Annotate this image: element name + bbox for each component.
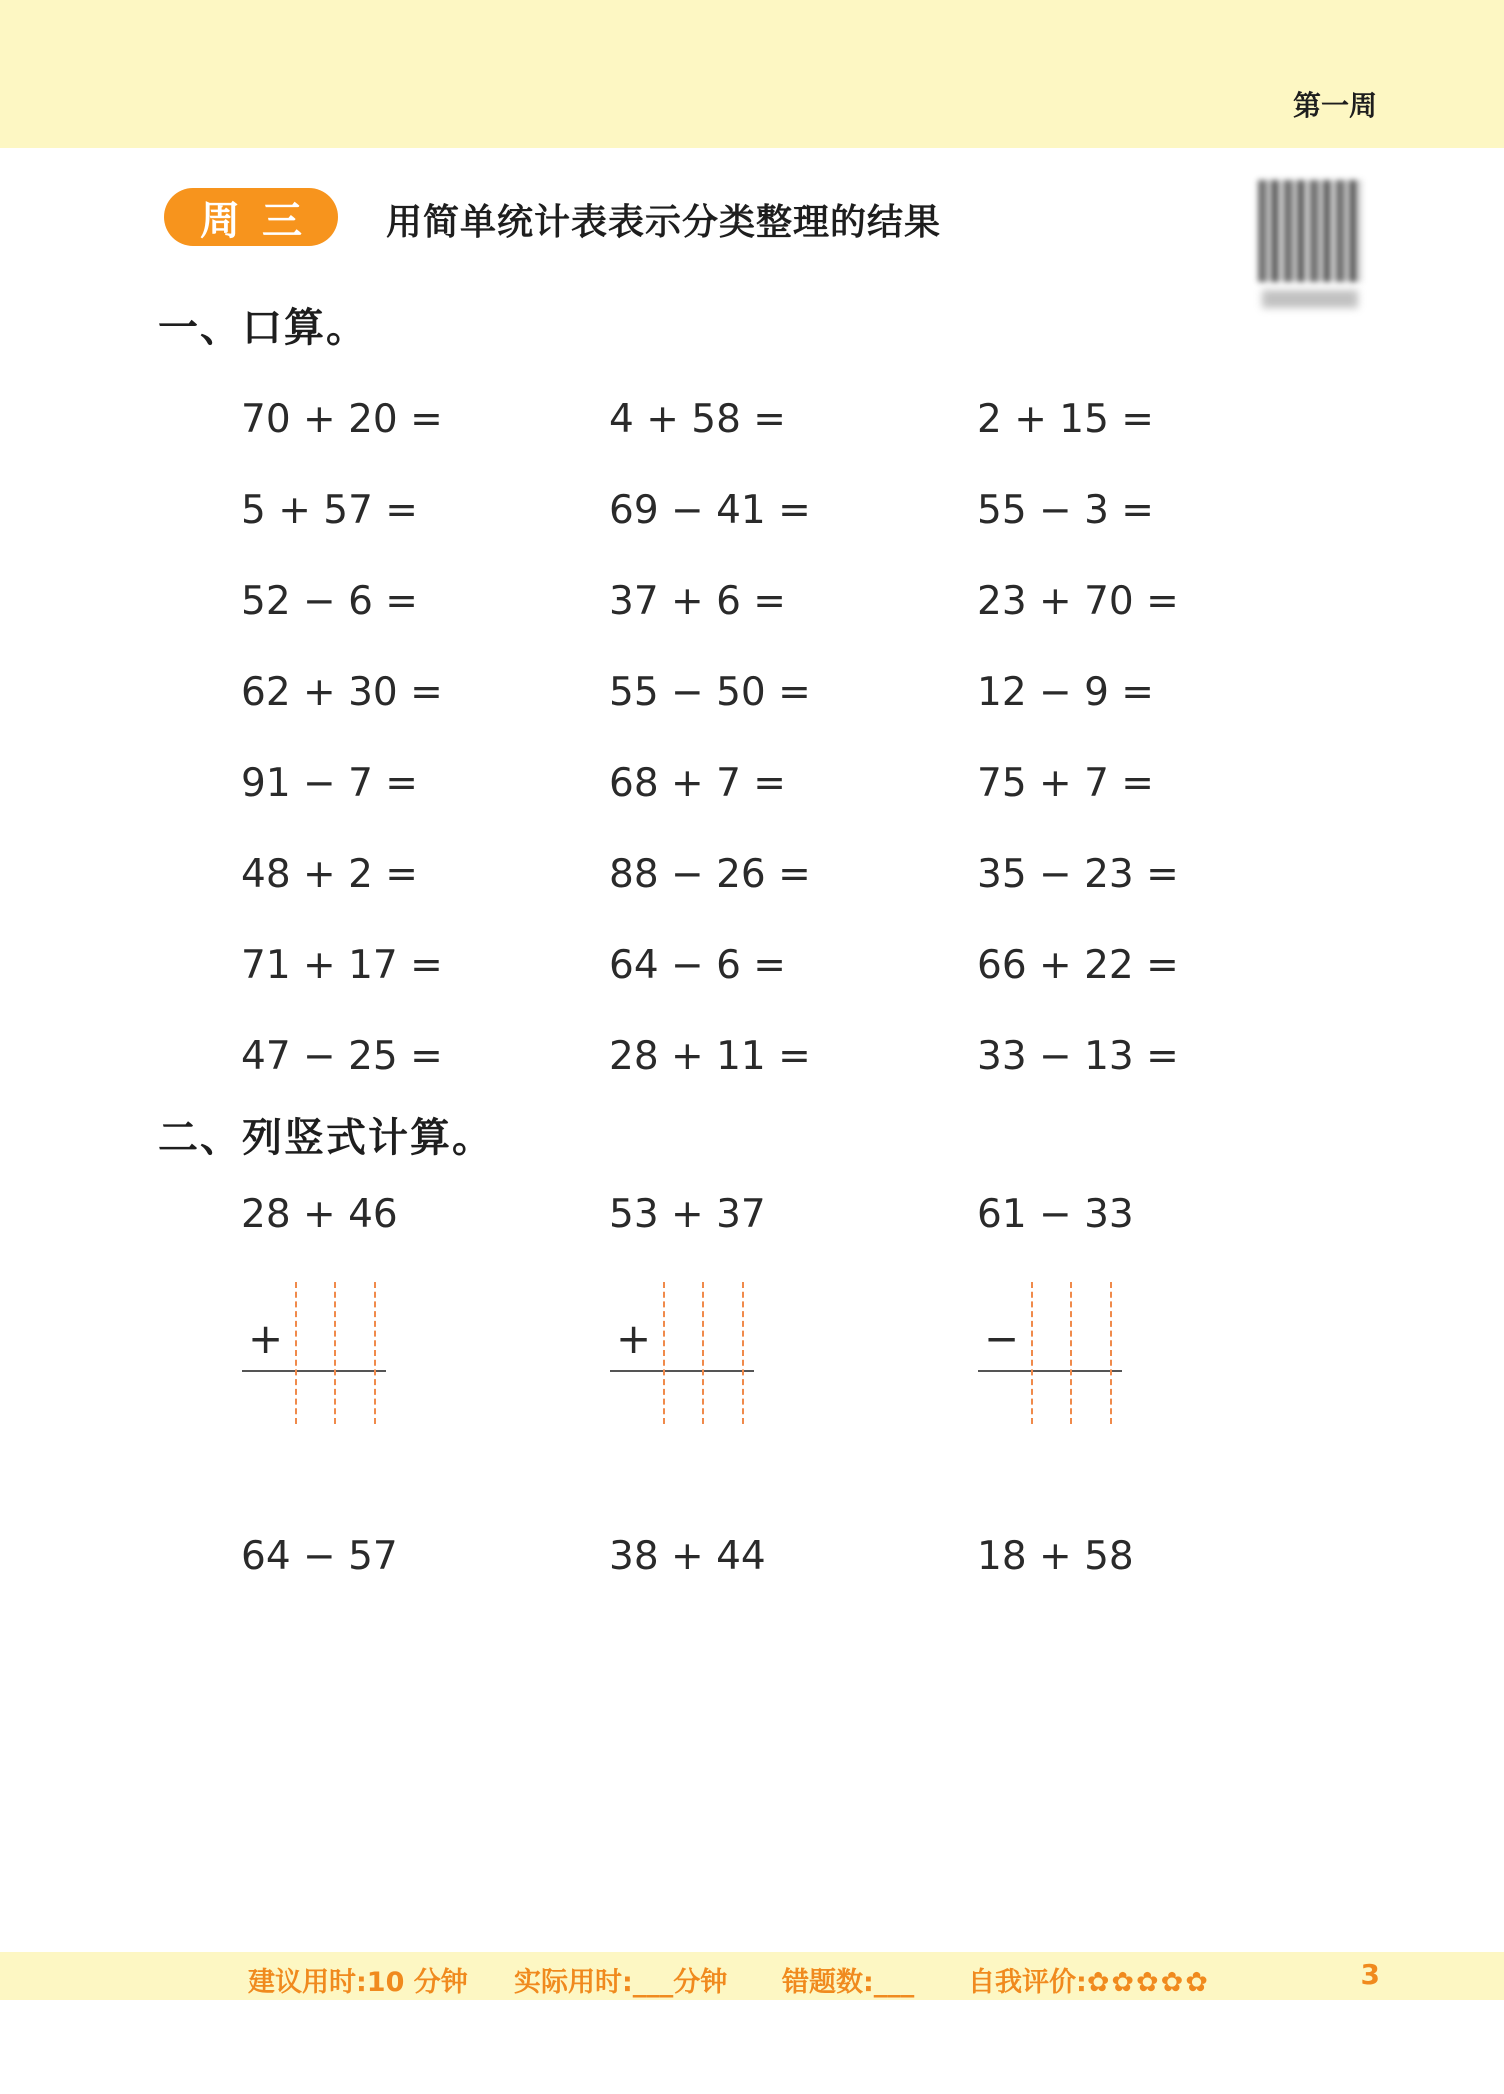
lesson-title: 用简单统计表表示分类整理的结果 bbox=[386, 202, 942, 243]
vertical-calc-frame[interactable] bbox=[978, 1282, 1124, 1424]
week-label: 第一周 bbox=[1292, 89, 1377, 122]
problem: 37 + 6 = bbox=[609, 579, 786, 624]
vertical-problem: 38 + 44 bbox=[609, 1534, 766, 1579]
problem: 91 − 7 = bbox=[241, 761, 418, 806]
page-number: 3 bbox=[1360, 1958, 1380, 1991]
problem: 70 + 20 = bbox=[241, 397, 443, 442]
sum-line bbox=[242, 1370, 386, 1372]
problem: 35 − 23 = bbox=[977, 852, 1179, 897]
problem: 55 − 3 = bbox=[977, 488, 1154, 533]
header-band bbox=[0, 0, 1504, 148]
column-guide bbox=[295, 1282, 297, 1424]
vertical-calc-frame[interactable] bbox=[242, 1282, 388, 1424]
vertical-problem: 18 + 58 bbox=[977, 1534, 1134, 1579]
problem: 28 + 11 = bbox=[609, 1034, 811, 1079]
problem: 66 + 22 = bbox=[977, 943, 1179, 988]
column-guide bbox=[374, 1282, 376, 1424]
problem: 33 − 13 = bbox=[977, 1034, 1179, 1079]
problem: 4 + 58 = bbox=[609, 397, 786, 442]
mental-math-grid bbox=[241, 374, 1241, 1102]
footer-band bbox=[0, 1952, 1504, 2000]
self-evaluation bbox=[968, 1960, 1210, 1999]
problem: 75 + 7 = bbox=[977, 761, 1154, 806]
actual-time-field[interactable]: 实际用时:___分钟 bbox=[514, 1967, 728, 1998]
suggested-time: 建议用时:10 分钟 bbox=[248, 1967, 468, 1998]
qr-caption bbox=[1262, 290, 1358, 308]
problem: 55 − 50 = bbox=[609, 670, 811, 715]
column-guide bbox=[742, 1282, 744, 1424]
plus-sign: + bbox=[248, 1314, 284, 1363]
vertical-calc-frame[interactable] bbox=[610, 1282, 756, 1424]
column-guide bbox=[663, 1282, 665, 1424]
sum-line bbox=[978, 1370, 1122, 1372]
error-count-field[interactable]: 错题数:___ bbox=[782, 1967, 915, 1998]
problem: 71 + 17 = bbox=[241, 943, 443, 988]
problem: 88 − 26 = bbox=[609, 852, 811, 897]
problem: 69 − 41 = bbox=[609, 488, 811, 533]
problem: 23 + 70 = bbox=[977, 579, 1179, 624]
rating-flower-icons[interactable]: ✿✿✿✿✿ bbox=[1086, 1967, 1210, 1998]
problem: 5 + 57 = bbox=[241, 488, 418, 533]
section2-title: 二、列竖式计算。 bbox=[158, 1115, 494, 1161]
problem: 52 − 6 = bbox=[241, 579, 418, 624]
column-guide bbox=[1070, 1282, 1072, 1424]
vertical-problem: 28 + 46 bbox=[241, 1192, 398, 1237]
problem: 68 + 7 = bbox=[609, 761, 786, 806]
section1-title: 一、口算。 bbox=[158, 305, 368, 351]
column-guide bbox=[1110, 1282, 1112, 1424]
problem: 12 − 9 = bbox=[977, 670, 1154, 715]
sum-line bbox=[610, 1370, 754, 1372]
problem: 48 + 2 = bbox=[241, 852, 418, 897]
self-eval-label: 自我评价: bbox=[968, 1967, 1087, 1998]
vertical-problem: 64 − 57 bbox=[241, 1534, 398, 1579]
day-badge: 周三 bbox=[164, 188, 338, 246]
qr-code-icon[interactable] bbox=[1258, 180, 1362, 282]
vertical-problem: 53 + 37 bbox=[609, 1192, 766, 1237]
problem: 47 − 25 = bbox=[241, 1034, 443, 1079]
problem: 2 + 15 = bbox=[977, 397, 1154, 442]
vertical-problem: 61 − 33 bbox=[977, 1192, 1134, 1237]
column-guide bbox=[702, 1282, 704, 1424]
minus-sign: − bbox=[984, 1314, 1020, 1363]
column-guide bbox=[334, 1282, 336, 1424]
problem: 62 + 30 = bbox=[241, 670, 443, 715]
column-guide bbox=[1031, 1282, 1033, 1424]
problem: 64 − 6 = bbox=[609, 943, 786, 988]
plus-sign: + bbox=[616, 1314, 652, 1363]
